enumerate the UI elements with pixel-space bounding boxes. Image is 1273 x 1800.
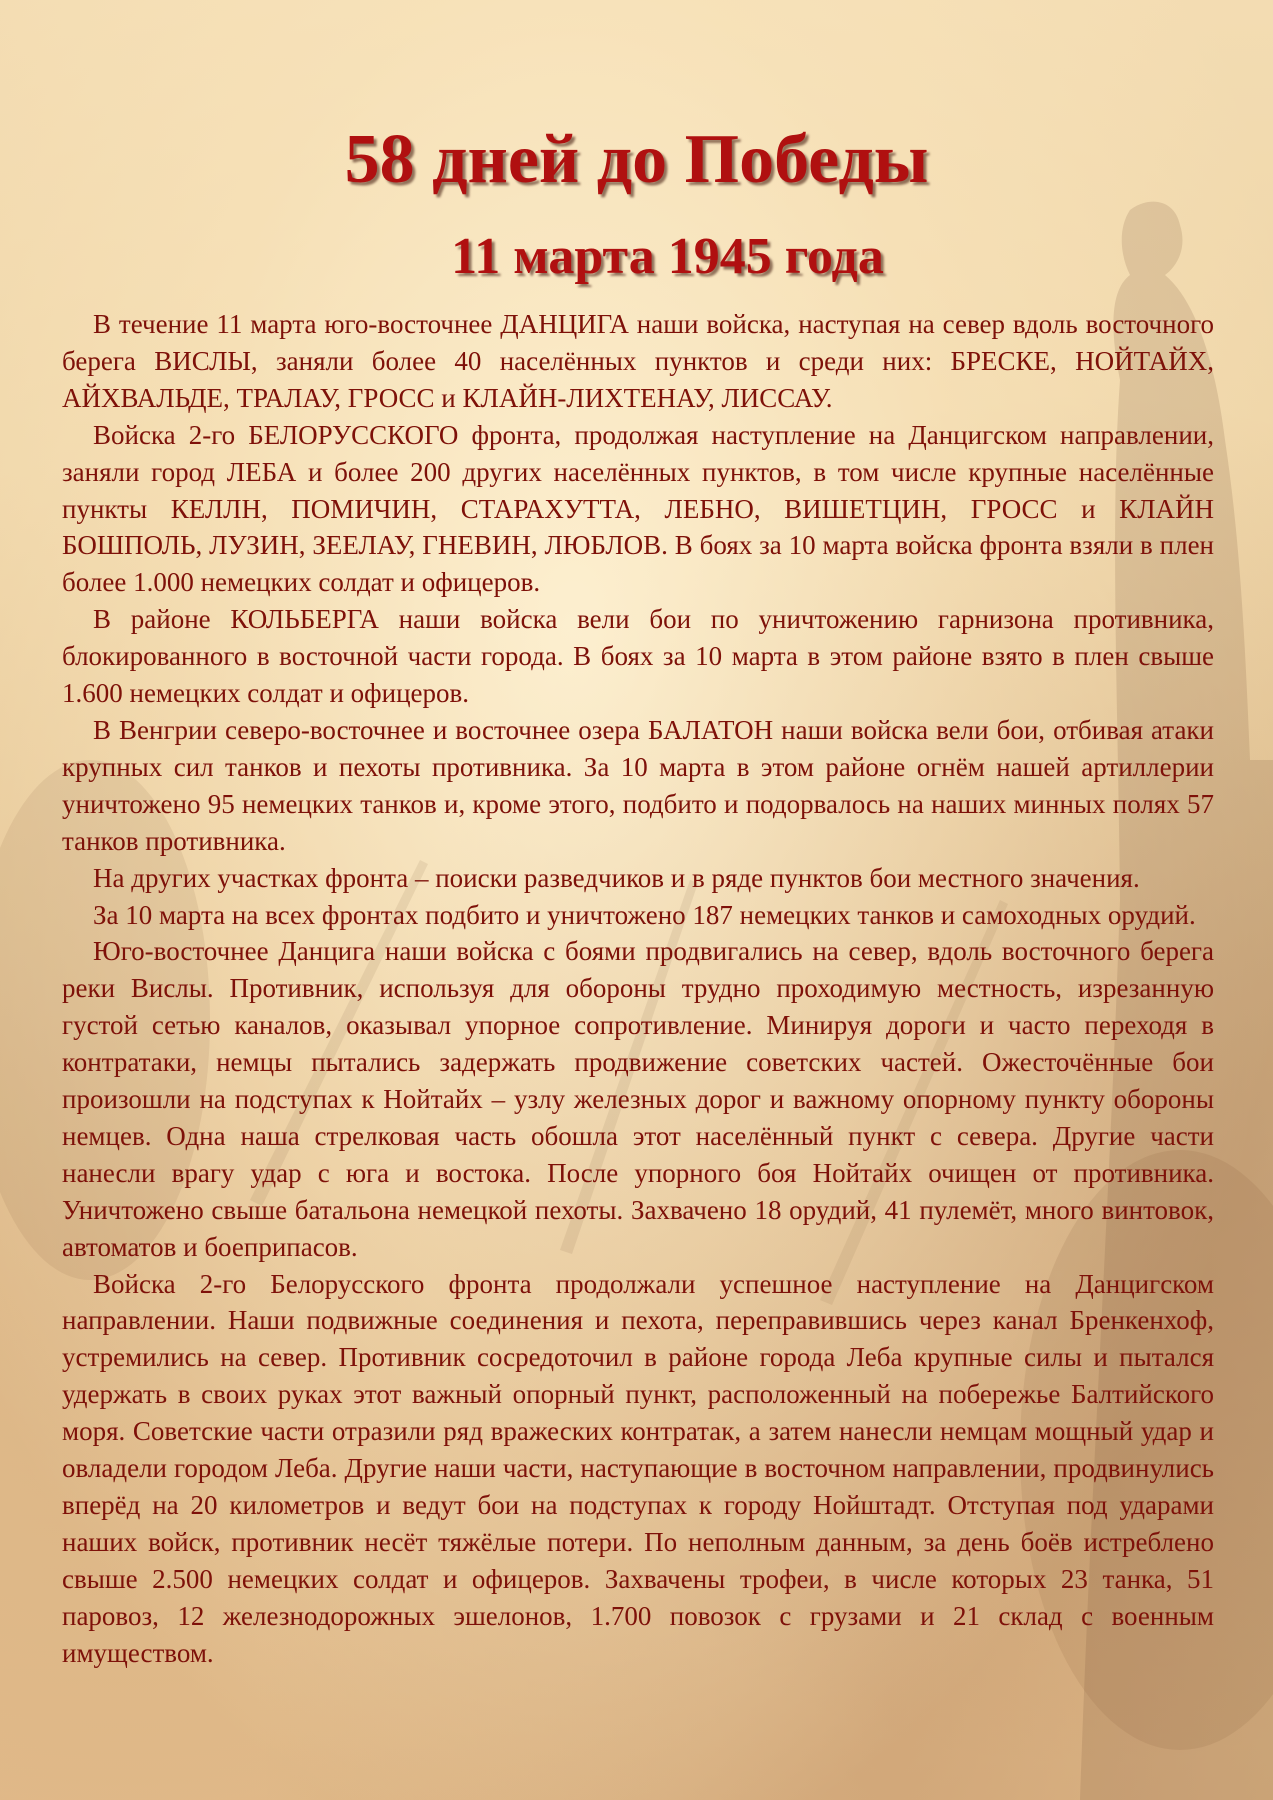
paragraph: Войска 2-го Белорусского фронта продолжали успешное наступление на Данцигском направлении. Наши подвижные соединения и пехота, переправившись через канал Бренкенхоф, устремились на север. Противник сосредоточил в районе города Леба крупные силы и пытался удержать в своих руках этот важный опорный пункт, расположенный на побережье Балтийского моря. Советские части отразили ряд вражеских контратак, а затем нанесли немцам мощный удар и овладели городом Леба. Другие наши части, наступающие в восточном направлении, продвинулись вперёд на 20 километров и ведут бои на подступах к городу Нойштадт. Отступая под ударами наших войск, противник несёт тяжёлые потери. По неполным данным, за день боёв истреблено свыше 2.500 немецких солдат и офицеров. Захвачены трофеи, в числе которых 23 танка, 51 паровоз, 12 железнодорожных эшелонов, 1.700 повозок с грузами и 21 склад с военным имуществом. xyxy=(62,1268,1214,1668)
report-body xyxy=(62,306,1214,1672)
paragraph: В течение 11 марта юго-восточнее ДАНЦИГА наши войска, наступая на север вдоль восточного берега ВИСЛЫ, заняли более 40 населённых пунктов и среди них: БРЕСКЕ, НОЙТАЙХ, АЙХВАЛЬДЕ, ТРАЛАУ, ГРОСС и КЛАЙН-ЛИХТЕНАУ, ЛИССАУ. xyxy=(62,309,1214,413)
paragraph: Юго-восточнее Данцига наши войска с боями продвигались на север, вдоль восточного берега реки Вислы. Противник, используя для обороны трудно проходимую местность, изрезанную густой сетью каналов, оказывал упорное сопротивление. Минируя дороги и часто переходя в контратаки, немцы пытались задержать продвижение советских частей. Ожесточённые бои произошли на подступах к Нойтайх – узлу железных дорог и важному опорному пункту обороны немцев. Одна наша стрелковая часть обошла этот населённый пункт с севера. Другие части нанесли врагу удар с юга и востока. После упорного боя Нойтайх очищен от противника. Уничтожено свыше батальона немецкой пехоты. Захвачено 18 орудий, 41 пулемёт, много винтовок, автоматов и боеприпасов. xyxy=(62,936,1214,1262)
page-subtitle: 11 марта 1945 года xyxy=(451,228,884,285)
paragraph: За 10 марта на всех фронтах подбито и уничтожено 187 немецких танков и самоходных орудий. xyxy=(93,899,1196,930)
page-title: 58 дней до Победы xyxy=(344,121,929,198)
paragraph: На других участках фронта – поиски разведчиков и в ряде пунктов бои местного значения. xyxy=(93,862,1140,893)
paragraph: В районе КОЛЬБЕРГА наши войска вели бои по уничтожению гарнизона противника, блокированного в восточной части города. В боях за 10 марта в этом районе взято в плен свыше 1.600 немецких солдат и офицеров. xyxy=(62,604,1214,709)
paragraph: В Венгрии северо-восточнее и восточнее озера БАЛАТОН наши войска вели бои, отбивая атаки крупных сил танков и пехоты противника. За 10 марта в этом районе огнём нашей артиллерии уничтожено 95 немецких танков и, кроме этого, подбито и подорвалось на наших минных полях 57 танков противника. xyxy=(62,714,1214,856)
paragraph: Войска 2-го БЕЛОРУССКОГО фронта, продолжая наступление на Данцигском направлении, заняли город ЛЕБА и более 200 других населённых пунктов, в том числе крупные населённые пункты КЕЛЛН, ПОМИЧИН, СТАРАХУТТА, ЛЕБНО, ВИШЕТЦИН, ГРОСС и КЛАЙН БОШПОЛЬ, ЛУЗИН, ЗЕЕЛАУ, ГНЕВИН, ЛЮБЛОВ. В боях за 10 марта войска фронта взяли в плен более 1.000 немецких солдат и офицеров. xyxy=(62,419,1214,598)
